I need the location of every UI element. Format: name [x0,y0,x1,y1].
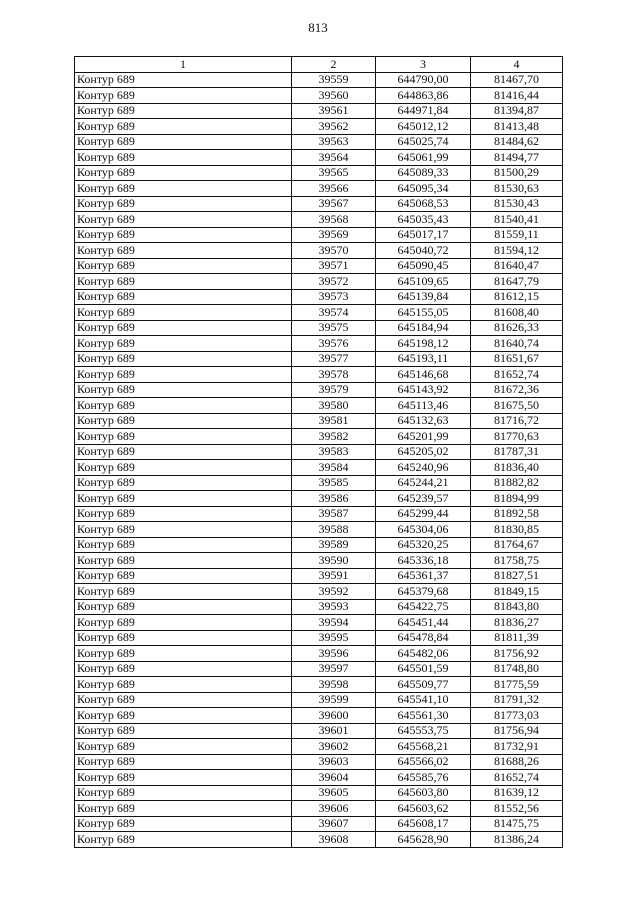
table-row [75,72,563,88]
contour-name-cell: Контур 689 [75,150,292,166]
point-number-cell: 39606 [292,801,376,817]
table-row [75,677,563,693]
y-coordinate-cell: 81647,79 [471,274,563,290]
table-row [75,336,563,352]
point-number-cell: 39580 [292,398,376,414]
point-number-cell: 39595 [292,630,376,646]
point-number-cell: 39600 [292,708,376,724]
point-number-cell: 39562 [292,119,376,135]
table-row [75,661,563,677]
table-row [75,553,563,569]
y-coordinate-cell: 81540,41 [471,212,563,228]
y-coordinate-cell: 81791,32 [471,692,563,708]
y-coordinate-cell: 81386,24 [471,832,563,848]
x-coordinate-cell: 645040,72 [376,243,471,259]
contour-name-cell: Контур 689 [75,243,292,259]
contour-name-cell: Контур 689 [75,336,292,352]
point-number-cell: 39608 [292,832,376,848]
table-row [75,212,563,228]
y-coordinate-cell: 81756,92 [471,646,563,662]
y-coordinate-cell: 81892,58 [471,506,563,522]
contour-name-cell: Контур 689 [75,646,292,662]
contour-name-cell: Контур 689 [75,584,292,600]
contour-name-cell: Контур 689 [75,770,292,786]
point-number-cell: 39585 [292,475,376,491]
contour-name-cell: Контур 689 [75,460,292,476]
table-row [75,103,563,119]
point-number-cell: 39570 [292,243,376,259]
contour-name-cell: Контур 689 [75,103,292,119]
x-coordinate-cell: 645061,99 [376,150,471,166]
point-number-cell: 39598 [292,677,376,693]
x-coordinate-cell: 645299,44 [376,506,471,522]
x-coordinate-cell: 644790,00 [376,72,471,88]
contour-name-cell: Контур 689 [75,72,292,88]
table-row [75,816,563,832]
y-coordinate-cell: 81413,48 [471,119,563,135]
table-row [75,537,563,553]
point-number-cell: 39563 [292,134,376,150]
table-row [75,708,563,724]
table-row [75,382,563,398]
contour-name-cell: Контур 689 [75,181,292,197]
contour-name-cell: Контур 689 [75,661,292,677]
contour-name-cell: Контур 689 [75,119,292,135]
table-row [75,367,563,383]
table-row [75,615,563,631]
y-coordinate-cell: 81639,12 [471,785,563,801]
column-header: 1 [75,57,292,73]
table-row [75,723,563,739]
y-coordinate-cell: 81764,67 [471,537,563,553]
point-number-cell: 39564 [292,150,376,166]
column-header: 3 [376,57,471,73]
y-coordinate-cell: 81787,31 [471,444,563,460]
y-coordinate-cell: 81652,74 [471,770,563,786]
point-number-cell: 39604 [292,770,376,786]
x-coordinate-cell: 645184,94 [376,320,471,336]
y-coordinate-cell: 81640,47 [471,258,563,274]
point-number-cell: 39607 [292,816,376,832]
point-number-cell: 39560 [292,88,376,104]
x-coordinate-cell: 645017,17 [376,227,471,243]
x-coordinate-cell: 645201,99 [376,429,471,445]
column-header: 4 [471,57,563,73]
contour-name-cell: Контур 689 [75,630,292,646]
table-row [75,227,563,243]
contour-name-cell: Контур 689 [75,134,292,150]
point-number-cell: 39587 [292,506,376,522]
contour-name-cell: Контур 689 [75,274,292,290]
y-coordinate-cell: 81651,67 [471,351,563,367]
y-coordinate-cell: 81836,27 [471,615,563,631]
y-coordinate-cell: 81830,85 [471,522,563,538]
y-coordinate-cell: 81770,63 [471,429,563,445]
y-coordinate-cell: 81608,40 [471,305,563,321]
table-row [75,475,563,491]
table-row [75,351,563,367]
contour-name-cell: Контур 689 [75,692,292,708]
contour-name-cell: Контур 689 [75,351,292,367]
x-coordinate-cell: 645608,17 [376,816,471,832]
contour-name-cell: Контур 689 [75,522,292,538]
table-row [75,630,563,646]
point-number-cell: 39577 [292,351,376,367]
table-row [75,119,563,135]
table-row [75,444,563,460]
y-coordinate-cell: 81484,62 [471,134,563,150]
table-row [75,584,563,600]
point-number-cell: 39559 [292,72,376,88]
contour-name-cell: Контур 689 [75,816,292,832]
point-number-cell: 39593 [292,599,376,615]
y-coordinate-cell: 81827,51 [471,568,563,584]
contour-name-cell: Контур 689 [75,88,292,104]
y-coordinate-cell: 81849,15 [471,584,563,600]
point-number-cell: 39605 [292,785,376,801]
x-coordinate-cell: 644863,86 [376,88,471,104]
y-coordinate-cell: 81530,63 [471,181,563,197]
x-coordinate-cell: 645541,10 [376,692,471,708]
contour-name-cell: Контур 689 [75,367,292,383]
table-row [75,692,563,708]
point-number-cell: 39592 [292,584,376,600]
table-row [75,289,563,305]
contour-name-cell: Контур 689 [75,506,292,522]
contour-name-cell: Контур 689 [75,398,292,414]
point-number-cell: 39569 [292,227,376,243]
contour-name-cell: Контур 689 [75,754,292,770]
y-coordinate-cell: 81594,12 [471,243,563,259]
contour-name-cell: Контур 689 [75,599,292,615]
y-coordinate-cell: 81494,77 [471,150,563,166]
x-coordinate-cell: 645205,02 [376,444,471,460]
x-coordinate-cell: 645109,65 [376,274,471,290]
coordinates-table [74,56,563,848]
table-row [75,491,563,507]
table-row [75,646,563,662]
contour-name-cell: Контур 689 [75,305,292,321]
y-coordinate-cell: 81758,75 [471,553,563,569]
point-number-cell: 39572 [292,274,376,290]
contour-name-cell: Контур 689 [75,382,292,398]
x-coordinate-cell: 645035,43 [376,212,471,228]
table-row [75,770,563,786]
contour-name-cell: Контур 689 [75,553,292,569]
x-coordinate-cell: 645320,25 [376,537,471,553]
x-coordinate-cell: 645451,44 [376,615,471,631]
y-coordinate-cell: 81652,74 [471,367,563,383]
contour-name-cell: Контур 689 [75,723,292,739]
point-number-cell: 39597 [292,661,376,677]
y-coordinate-cell: 81640,74 [471,336,563,352]
x-coordinate-cell: 645304,06 [376,522,471,538]
contour-name-cell: Контур 689 [75,832,292,848]
x-coordinate-cell: 645012,12 [376,119,471,135]
y-coordinate-cell: 81748,80 [471,661,563,677]
x-coordinate-cell: 645244,21 [376,475,471,491]
point-number-cell: 39584 [292,460,376,476]
contour-name-cell: Контур 689 [75,615,292,631]
point-number-cell: 39575 [292,320,376,336]
contour-name-cell: Контур 689 [75,165,292,181]
contour-name-cell: Контур 689 [75,475,292,491]
table-row [75,258,563,274]
table-row [75,196,563,212]
contour-name-cell: Контур 689 [75,196,292,212]
y-coordinate-cell: 81836,40 [471,460,563,476]
x-coordinate-cell: 645198,12 [376,336,471,352]
x-coordinate-cell: 645139,84 [376,289,471,305]
x-coordinate-cell: 645143,92 [376,382,471,398]
point-number-cell: 39568 [292,212,376,228]
point-number-cell: 39581 [292,413,376,429]
contour-name-cell: Контур 689 [75,227,292,243]
point-number-cell: 39582 [292,429,376,445]
point-number-cell: 39599 [292,692,376,708]
table-row [75,243,563,259]
column-header: 2 [292,57,376,73]
table-row [75,398,563,414]
table-row [75,413,563,429]
contour-name-cell: Контур 689 [75,491,292,507]
point-number-cell: 39589 [292,537,376,553]
y-coordinate-cell: 81773,03 [471,708,563,724]
contour-name-cell: Контур 689 [75,739,292,755]
x-coordinate-cell: 645090,45 [376,258,471,274]
table-row [75,832,563,848]
table-row [75,801,563,817]
y-coordinate-cell: 81675,50 [471,398,563,414]
x-coordinate-cell: 645566,02 [376,754,471,770]
table-row [75,785,563,801]
x-coordinate-cell: 645095,34 [376,181,471,197]
point-number-cell: 39578 [292,367,376,383]
table-row [75,522,563,538]
x-coordinate-cell: 645628,90 [376,832,471,848]
x-coordinate-cell: 645478,84 [376,630,471,646]
x-coordinate-cell: 645239,57 [376,491,471,507]
table-row [75,739,563,755]
contour-name-cell: Контур 689 [75,258,292,274]
y-coordinate-cell: 81552,56 [471,801,563,817]
point-number-cell: 39594 [292,615,376,631]
table-row [75,599,563,615]
contour-name-cell: Контур 689 [75,785,292,801]
point-number-cell: 39583 [292,444,376,460]
y-coordinate-cell: 81756,94 [471,723,563,739]
contour-name-cell: Контур 689 [75,444,292,460]
contour-name-cell: Контур 689 [75,429,292,445]
table-body [75,72,563,847]
contour-name-cell: Контур 689 [75,537,292,553]
table-row [75,320,563,336]
y-coordinate-cell: 81530,43 [471,196,563,212]
y-coordinate-cell: 81732,91 [471,739,563,755]
y-coordinate-cell: 81811,39 [471,630,563,646]
y-coordinate-cell: 81467,70 [471,72,563,88]
y-coordinate-cell: 81559,11 [471,227,563,243]
table-header-row [75,57,563,73]
y-coordinate-cell: 81882,82 [471,475,563,491]
x-coordinate-cell: 645603,62 [376,801,471,817]
y-coordinate-cell: 81416,44 [471,88,563,104]
point-number-cell: 39566 [292,181,376,197]
point-number-cell: 39590 [292,553,376,569]
x-coordinate-cell: 645501,59 [376,661,471,677]
y-coordinate-cell: 81716,72 [471,413,563,429]
table-row [75,460,563,476]
y-coordinate-cell: 81500,29 [471,165,563,181]
x-coordinate-cell: 645509,77 [376,677,471,693]
x-coordinate-cell: 645193,11 [376,351,471,367]
x-coordinate-cell: 645336,18 [376,553,471,569]
contour-name-cell: Контур 689 [75,568,292,584]
point-number-cell: 39573 [292,289,376,305]
table-row [75,754,563,770]
table-row [75,165,563,181]
point-number-cell: 39588 [292,522,376,538]
x-coordinate-cell: 645146,68 [376,367,471,383]
x-coordinate-cell: 645025,74 [376,134,471,150]
y-coordinate-cell: 81394,87 [471,103,563,119]
x-coordinate-cell: 645603,80 [376,785,471,801]
table-row [75,429,563,445]
x-coordinate-cell: 645361,37 [376,568,471,584]
point-number-cell: 39561 [292,103,376,119]
table-row [75,274,563,290]
table-row [75,88,563,104]
x-coordinate-cell: 645561,30 [376,708,471,724]
point-number-cell: 39601 [292,723,376,739]
x-coordinate-cell: 645089,33 [376,165,471,181]
point-number-cell: 39574 [292,305,376,321]
table-row [75,305,563,321]
point-number-cell: 39567 [292,196,376,212]
contour-name-cell: Контур 689 [75,708,292,724]
point-number-cell: 39579 [292,382,376,398]
x-coordinate-cell: 645585,76 [376,770,471,786]
contour-name-cell: Контур 689 [75,320,292,336]
y-coordinate-cell: 81894,99 [471,491,563,507]
table-row [75,134,563,150]
table-row [75,150,563,166]
y-coordinate-cell: 81612,15 [471,289,563,305]
contour-name-cell: Контур 689 [75,413,292,429]
point-number-cell: 39591 [292,568,376,584]
x-coordinate-cell: 645553,75 [376,723,471,739]
table-row [75,506,563,522]
y-coordinate-cell: 81843,80 [471,599,563,615]
x-coordinate-cell: 645422,75 [376,599,471,615]
y-coordinate-cell: 81626,33 [471,320,563,336]
y-coordinate-cell: 81475,75 [471,816,563,832]
x-coordinate-cell: 645482,06 [376,646,471,662]
x-coordinate-cell: 645132,63 [376,413,471,429]
contour-name-cell: Контур 689 [75,801,292,817]
point-number-cell: 39565 [292,165,376,181]
contour-name-cell: Контур 689 [75,677,292,693]
point-number-cell: 39576 [292,336,376,352]
y-coordinate-cell: 81672,36 [471,382,563,398]
table-row [75,181,563,197]
contour-name-cell: Контур 689 [75,289,292,305]
point-number-cell: 39602 [292,739,376,755]
x-coordinate-cell: 645113,46 [376,398,471,414]
x-coordinate-cell: 645379,68 [376,584,471,600]
point-number-cell: 39596 [292,646,376,662]
x-coordinate-cell: 645155,05 [376,305,471,321]
x-coordinate-cell: 645240,96 [376,460,471,476]
y-coordinate-cell: 81775,59 [471,677,563,693]
table-row [75,568,563,584]
y-coordinate-cell: 81688,26 [471,754,563,770]
x-coordinate-cell: 645568,21 [376,739,471,755]
x-coordinate-cell: 644971,84 [376,103,471,119]
page-number: 813 [308,20,328,35]
x-coordinate-cell: 645068,53 [376,196,471,212]
point-number-cell: 39571 [292,258,376,274]
point-number-cell: 39586 [292,491,376,507]
contour-name-cell: Контур 689 [75,212,292,228]
point-number-cell: 39603 [292,754,376,770]
